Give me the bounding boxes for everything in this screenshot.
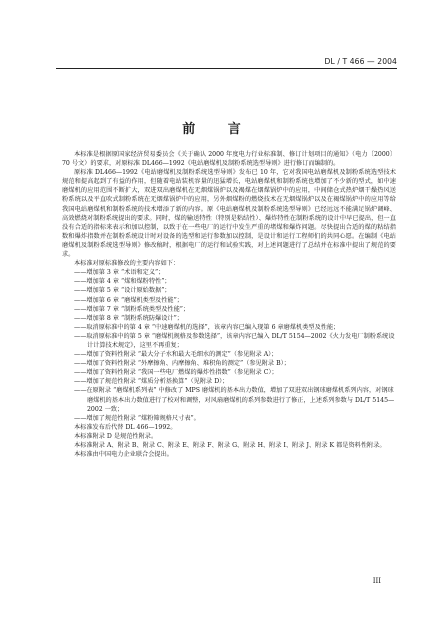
paragraph-intro: 本标准是根据原国家经济贸易委员会《关于确认 2000 年度电力行业标准制、修订计划项目的通知》（电力〔2000〕70 号文）的要求，对原标准 DL466—1992《电站磨煤机及制粉系统选型导则》进行修订而编制的。: [62, 151, 396, 168]
list-item: ——增加第 3 章 “术语和定义”；: [74, 269, 165, 277]
page-title: 前 言: [182, 122, 255, 137]
list-item: ——取消原标准中的第 4 章 “中速磨煤机的选择”，该章内容已编入现第 6 章磨煤机类型及性能；: [74, 323, 340, 331]
paragraph-proposer: 本标准由中国电力企业联合会提出。: [74, 451, 173, 459]
paragraph-changes-lead: 本标准对原标准修改的主要内容如下：: [74, 260, 180, 268]
changes-list: [62, 268, 396, 423]
list-item: ——在原附录 “磨煤机系列表” 中修改了 MPS 磨煤机的基本出力数值，增加了双进双出钢球磨煤机系列内容，对钢球磨煤机的基本出力数值进行了校对和调整，对风扇磨煤机的系列参数进行了修正，上述系列参数与 DL/T 5145—2002 一致；: [74, 387, 395, 413]
list-item: ——增加了资料性附录 “外摩擦角、内摩擦角、堆积角的测定”（参见附录 B）；: [74, 360, 290, 368]
foreword-body: [62, 150, 396, 459]
list-item: ——增加第 7 章 “制粉系统类型及性能”；: [74, 305, 190, 313]
list-item: ——增加第 5 章 “设计原始数据”；: [74, 287, 171, 295]
list-item: ——增加了资料性附录 “我国一些电厂燃煤的爆炸性指数”（参见附录 C）；: [74, 369, 278, 377]
list-item: ——增加第 6 章 “磨煤机类型及性能”；: [74, 296, 183, 304]
list-item: ——增加第 8 章 “制粉系统防爆设计”；: [74, 314, 183, 322]
document-code-header: DL / T 466 — 2004: [324, 57, 397, 66]
header-rule: [56, 68, 397, 69]
list-item: ——增加了规范性附录 “煤粉筛规格尺寸表”。: [74, 414, 200, 422]
paragraph-background: 原标准 DL466—1992《电站磨煤机及制粉系统选型导则》发布已 10 年，它对我国电站磨煤机及制粉系统选型技术规范和提高起到了有益的作用，但随着电站装机容量的迅猛增长，电站磨煤机和制粉系统也增加了不少新的型式，如中速磨煤机的应用范围不断扩大，双进双出磨煤机在无烟煤锅炉以及褐煤在烟煤锅炉中的应用，中间储仓式热炉烟干燥热风送粉系统以及平直吹式制粉系统在无烟煤锅炉中的应用，另外烟煤粉的燃烧技术在无烟煤锅炉以及在褐煤锅炉中的应用等给我国电站磨煤机和制粉系统的技术增添了新的内容。原《电站磨煤机及制粉系统选型导则》已经远远不能满足锅炉调峰、高效燃烧对制粉系统提出的要求。同时，煤的输送特性（特别是粘结性）、爆炸特性在制粉系统的设计中早已提出，但一直没有合适的指标来表示和加以控制，以致于在一些电厂的运行中发生严重的堵煤和爆炸问题。尽快提出合适的煤的粘结指数和爆炸指数并在制粉系统设计时对设备的选型和运行参数加以控制，是设计和运行工程师们的共同心愿。在编制《电站磨煤机及制粉系统选型导则》修改稿时，根据电厂的运行和试验实践，对上述问题进行了总结并在标准中提出了规范的要求。: [62, 169, 396, 259]
list-item: ——增加了资料性附录 “最大分子水和最大毛细水的测定”（参见附录 A）；: [74, 351, 278, 359]
paragraph-replaces: 本标准发布后代替 DL 466—1992。: [74, 423, 177, 431]
page-number: III: [372, 577, 381, 585]
list-item: ——增加了规范性附录 “煤质分析基换算”（见附录 D）；: [74, 378, 229, 386]
paragraph-normative-annex: 本标准附录 D 是规范性附录。: [74, 432, 158, 440]
list-item: ——增加第 4 章 “煤和煤粉特性”；: [74, 278, 171, 286]
paragraph-informative-annexes: 本标准附录 A、附录 B、附录 C、附录 E、附录 F、附录 G、附录 H、附录 I、附录 J、附录 K 都是资料性附录。: [74, 442, 386, 449]
list-item: ——取消原标准中的第 5 章 “磨煤机规格及参数选择”，该章内容已编入 DL/T 5154—2002《火力发电厂制粉系统设计计算技术规定》，这里不再重复；: [74, 332, 395, 349]
